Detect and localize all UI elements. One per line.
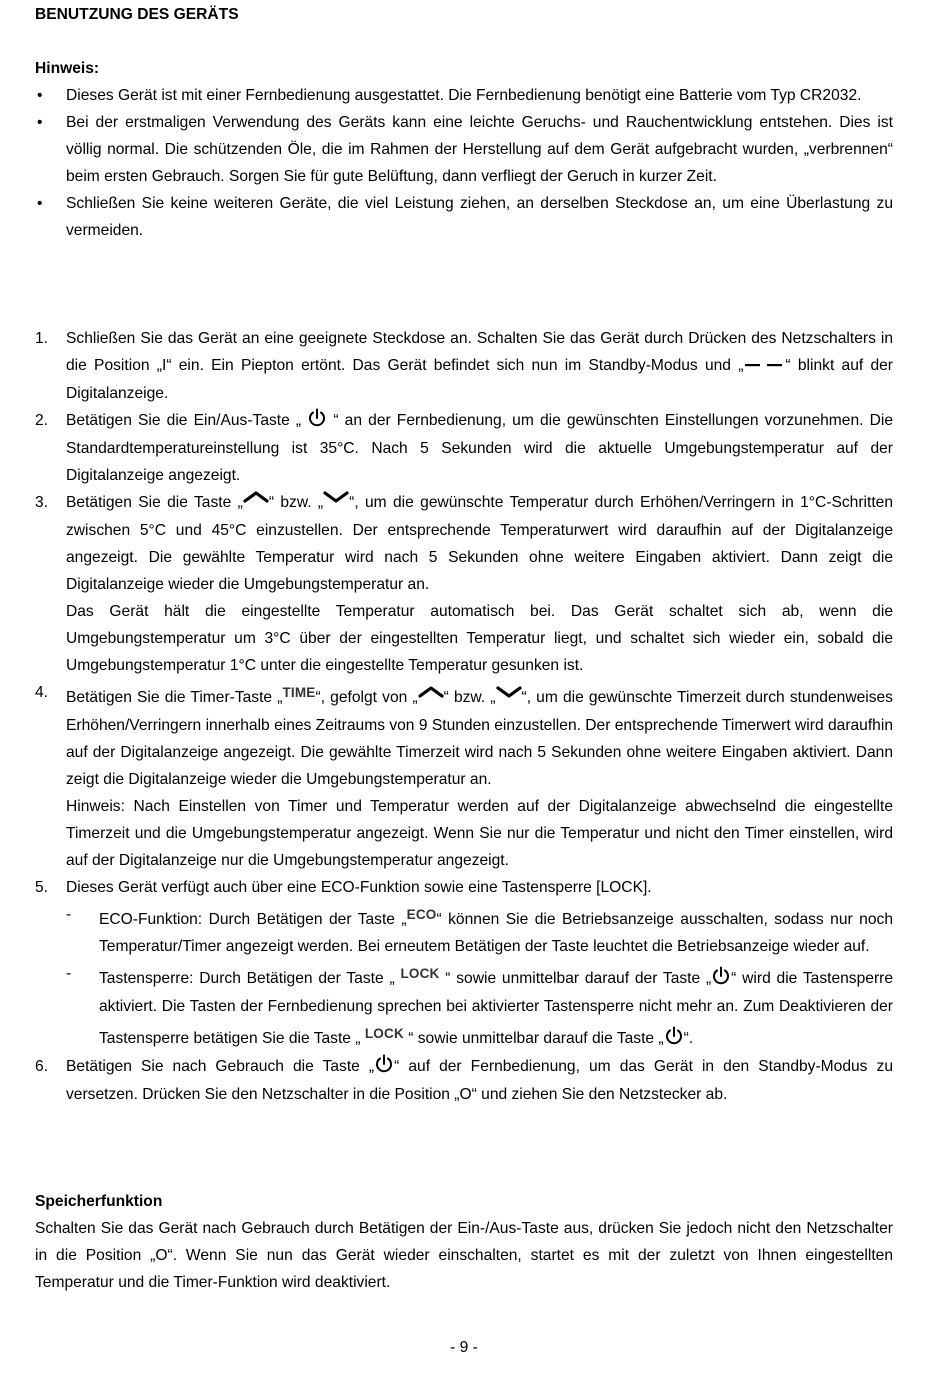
- eco-function-item: - ECO-Funktion: Durch Betätigen der Taste „ECO“ können Sie die Betriebsanzeige ausschalten, sodass nur noch Temperatur/Timer angezeigt werden. Bei erneutem Betätigen der Taste leuchtet die Betriebsanzeige wieder auf.: [35, 901, 893, 960]
- page-title: BENUTZUNG DES GERÄTS: [35, 6, 239, 23]
- step-1: 1. Schließen Sie das Gerät an eine geeignete Steckdose an. Schalten Sie das Gerät durch Drücken des Netzschalters in die Position „I“ ein. Ein Piepton ertönt. Das Gerät befindet sich nun im Standby-Modus und „ “ blinkt auf der Digitalanzeige.: [35, 325, 893, 407]
- step-number: 2.: [35, 412, 49, 429]
- dash-bullet: -: [66, 906, 72, 923]
- eco-button-icon: ECO: [406, 907, 437, 922]
- step-number: 5.: [35, 879, 49, 896]
- hinweis-heading: Hinweis:: [35, 60, 100, 77]
- lock-button-icon: LOCK: [364, 1026, 404, 1041]
- chevron-down-icon: [496, 685, 522, 712]
- bullet-icon: •: [37, 195, 43, 212]
- time-button-icon: TIME: [282, 685, 316, 700]
- step-3: 3. Betätigen Sie die Taste „ “ bzw. „ “, um die gewünschte Temperatur durch Erhöhen/Verringern in 1°C-Schritten zwischen 5°C und 45°C einzustellen. Der entsprechende Temperaturwert wird daraufhin auf der Digitalanzeige angezeigt. Die gewählte Temperatur wird nach 5 Sekunden ohne weitere Eingaben aktiviert. Dann zeigt die Digitalanzeige wieder die Umgebungstemperatur an. Das Gerät hält die eingestellte Temperatur automatisch bei. Das Gerät schaltet sich ab, wenn die Umgebungstemperatur um 3°C über der eingestellten Temperatur liegt, und schaltet sich wieder ein, sobald die Umgebungstemperatur 1°C unter die eingestellte Temperatur gesunken ist.: [35, 489, 893, 679]
- power-icon: [711, 966, 731, 993]
- step-number: 1.: [35, 330, 49, 347]
- hinweis-bullet: • Schließen Sie keine weiteren Geräte, die viel Leistung ziehen, an derselben Steckdose an, um eine Überlastung zu vermeiden.: [35, 190, 893, 244]
- bullet-icon: •: [37, 87, 43, 104]
- memory-heading: Speicherfunktion: [35, 1193, 163, 1210]
- chevron-up-icon: [418, 685, 444, 712]
- power-icon: [307, 408, 327, 435]
- step-number: 4.: [35, 684, 49, 701]
- power-icon: [374, 1054, 394, 1081]
- page-number: - 9 -: [450, 1339, 478, 1356]
- step-number: 3.: [35, 494, 49, 511]
- step-6: 6. Betätigen Sie nach Gebrauch die Taste „ “ auf der Fernbedienung, um das Gerät in den Standby-Modus zu versetzen. Drücken Sie den Netzschalter in die Position „O“ und ziehen Sie den Netzstecker ab.: [35, 1053, 893, 1108]
- hinweis-section: [35, 55, 893, 244]
- step-2: 2. Betätigen Sie die Ein/Aus-Taste „ “ an der Fernbedienung, um die gewünschten Einstellungen vorzunehmen. Die Standardtemperatureinstellung ist 35°C. Nach 5 Sekunden wird die aktuelle Umgebungstemperatur auf der Digitalanzeige angezeigt.: [35, 407, 893, 489]
- step-3-paragraph-2: Das Gerät hält die eingestellte Temperatur automatisch bei. Das Gerät schaltet sich ab, wenn die Umgebungstemperatur um 3°C über der eingestellten Temperatur liegt, und schaltet sich wieder ein, sobald die Umgebungstemperatur 1°C unter die eingestellte Temperatur gesunken ist.: [66, 603, 893, 674]
- bullet-icon: •: [37, 114, 43, 131]
- dash-dash-icon: [743, 353, 785, 380]
- step-number: 6.: [35, 1058, 49, 1075]
- memory-section: [35, 1188, 893, 1296]
- memory-text: Schalten Sie das Gerät nach Gebrauch durch Betätigen der Ein-/Aus-Taste aus, drücken Sie jedoch nicht den Netzschalter in die Position „O“. Wenn Sie nun das Gerät wieder einschalten, startet es mit der zuletzt von Ihnen eingestellten Temperatur und die Timer-Funktion wird deaktiviert.: [35, 1220, 893, 1291]
- dash-bullet: -: [66, 965, 72, 982]
- lock-button-icon: LOCK: [400, 966, 440, 981]
- steps-list: [35, 325, 893, 1108]
- hinweis-bullet: • Bei der erstmaligen Verwendung des Geräts kann eine leichte Geruchs- und Rauchentwicklung entstehen. Dies ist völlig normal. Die schützenden Öle, die im Rahmen der Herstellung auf dem Gerät aufgebracht wurden, „verbrennen“ beim ersten Gebrauch. Sorgen Sie für gute Belüftung, dann verfliegt der Geruch in kurzer Zeit.: [35, 109, 893, 190]
- chevron-up-icon: [243, 490, 269, 517]
- step-4: 4. Betätigen Sie die Timer-Taste „TIME“, gefolgt von „ “ bzw. „ “, um die gewünschte Timerzeit durch stundenweises Erhöhen/Verringern innerhalb eines Zeitraums von 9 Stunden einzustellen. Der entsprechende Timerwert wird daraufhin auf der Digitalanzeige angezeigt. Die gewählte Timerzeit wird nach 5 Sekunden ohne weitere Eingaben aktiviert. Dann zeigt die Digitalanzeige wieder die Umgebungstemperatur an. Hinweis: Nach Einstellen von Timer und Temperatur werden auf der Digitalanzeige abwechselnd die eingestellte Timerzeit und die Umgebungstemperatur angezeigt. Wenn Sie nur die Temperatur und nicht den Timer einstellen, wird auf der Digitalanzeige nur die Umgebungstemperatur angezeigt.: [35, 679, 893, 874]
- hinweis-bullet: • Dieses Gerät ist mit einer Fernbedienung ausgestattet. Die Fernbedienung benötigt eine Batterie vom Typ CR2032.: [35, 82, 893, 109]
- step-5: 5. Dieses Gerät verfügt auch über eine ECO-Funktion sowie eine Tastensperre [LOCK].: [35, 874, 893, 901]
- step-4-note: Hinweis: Nach Einstellen von Timer und Temperatur werden auf der Digitalanzeige abwechselnd die eingestellte Timerzeit und die Umgebungstemperatur angezeigt. Wenn Sie nur die Temperatur und nicht den Timer einstellen, wird auf der Digitalanzeige nur die Umgebungstemperatur angezeigt.: [66, 798, 893, 869]
- key-lock-item: - Tastensperre: Durch Betätigen der Taste „ LOCK “ sowie unmittelbar darauf der Taste „ “ wird die Tastensperre aktiviert. Die Tasten der Fernbedienung sprechen bei aktivierter Tastensperre nicht mehr an. Zum Deaktivieren der Tastensperre betätigen Sie die Taste „ LOCK “ sowie unmittelbar darauf die Taste „ “.: [35, 960, 893, 1053]
- chevron-down-icon: [323, 490, 349, 517]
- power-icon: [664, 1026, 684, 1053]
